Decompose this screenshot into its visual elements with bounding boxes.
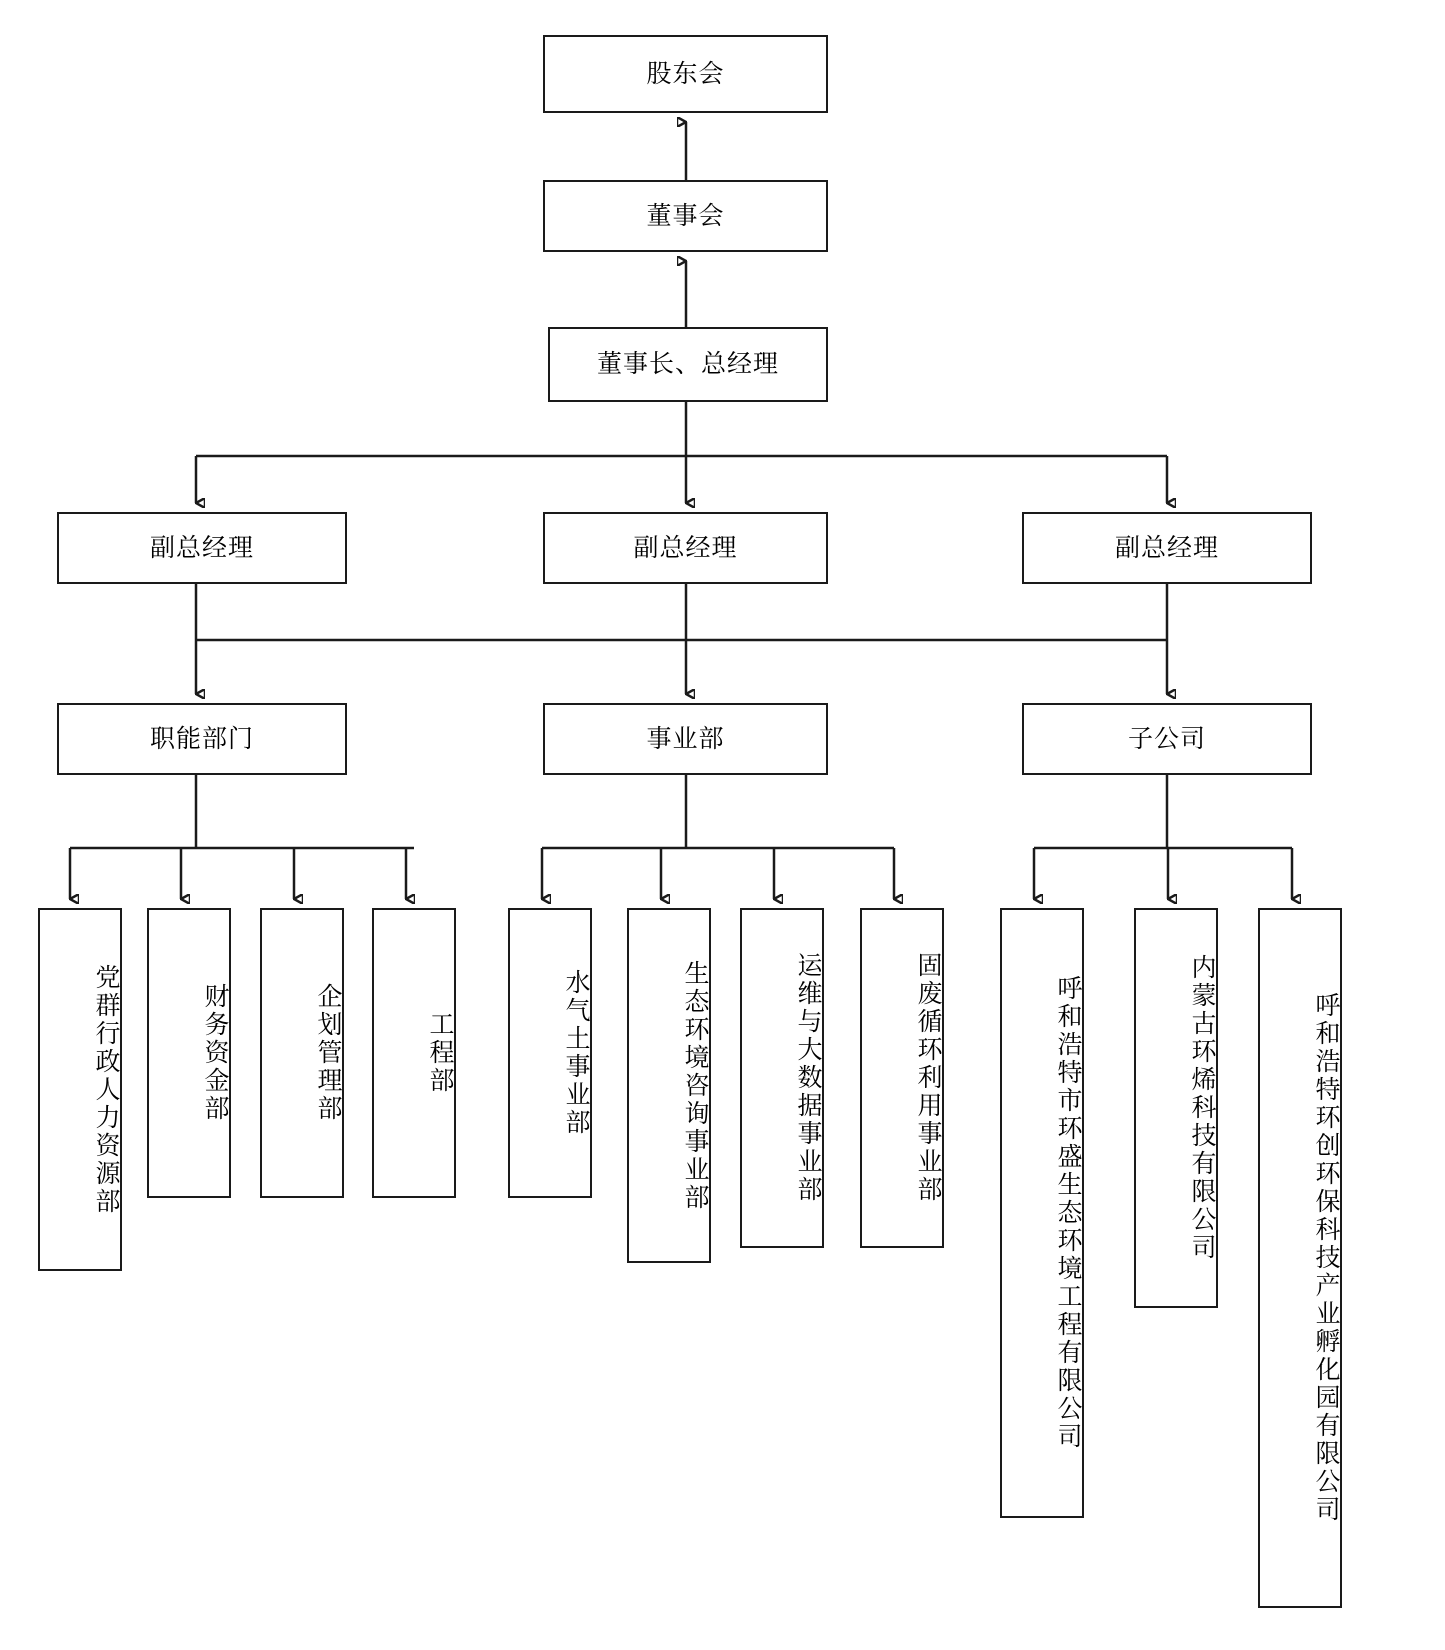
node-water-air-soil-division[interactable] <box>508 908 592 1198</box>
node-party-admin-hr-department[interactable] <box>38 908 122 1271</box>
node-vice-gm-2[interactable] <box>543 512 828 584</box>
node-label: 股东会 <box>646 59 725 88</box>
node-vice-gm-1[interactable] <box>57 512 347 584</box>
node-subsidiary-huanxi-tech[interactable] <box>1134 908 1218 1308</box>
node-label: 生态环境咨询事业部 <box>681 959 709 1212</box>
node-subsidiaries[interactable] <box>1022 703 1312 775</box>
node-ops-bigdata-division[interactable] <box>740 908 824 1248</box>
node-functional-departments[interactable] <box>57 703 347 775</box>
node-shareholders[interactable] <box>543 35 828 113</box>
node-label: 副总经理 <box>633 533 738 562</box>
node-vice-gm-3[interactable] <box>1022 512 1312 584</box>
edge-business-bus <box>542 775 894 848</box>
node-eco-environment-consulting-division[interactable] <box>627 908 711 1263</box>
node-solid-waste-recycling-division[interactable] <box>860 908 944 1248</box>
edge-subsidiary-bus <box>1034 775 1292 848</box>
edge-chairman-bus <box>196 402 1167 456</box>
node-label: 呼和浩特环创环保科技产业孵化园有限公司 <box>1312 992 1340 1524</box>
node-label: 财务资金部 <box>201 983 229 1123</box>
node-business-divisions[interactable] <box>543 703 828 775</box>
edge-functional-bus <box>70 775 414 848</box>
node-finance-department[interactable] <box>147 908 231 1198</box>
node-label: 职能部门 <box>149 724 254 753</box>
edge-vp-bus <box>196 584 1167 640</box>
node-label: 董事会 <box>646 201 725 230</box>
node-planning-department[interactable] <box>260 908 344 1198</box>
node-label: 工程部 <box>426 1011 454 1095</box>
node-engineering-department[interactable] <box>372 908 456 1198</box>
node-label: 子公司 <box>1127 724 1206 753</box>
node-subsidiary-huanchuang-incubator[interactable] <box>1258 908 1342 1608</box>
node-label: 企划管理部 <box>314 983 342 1123</box>
node-label: 副总经理 <box>1114 533 1219 562</box>
node-label: 党群行政人力资源部 <box>92 963 120 1216</box>
node-chairman-gm[interactable] <box>548 327 828 402</box>
node-label: 运维与大数据事业部 <box>794 952 822 1204</box>
node-subsidiary-huansheng[interactable] <box>1000 908 1084 1518</box>
node-label: 固废循环利用事业部 <box>914 952 942 1204</box>
node-label: 水气土事业部 <box>562 969 590 1137</box>
node-label: 董事长、总经理 <box>596 350 779 379</box>
node-label: 事业部 <box>646 724 725 753</box>
node-label: 呼和浩特市环盛生态环境工程有限公司 <box>1054 975 1082 1451</box>
node-label: 内蒙古环烯科技有限公司 <box>1188 954 1216 1262</box>
node-label: 副总经理 <box>149 533 254 562</box>
node-board[interactable] <box>543 180 828 252</box>
